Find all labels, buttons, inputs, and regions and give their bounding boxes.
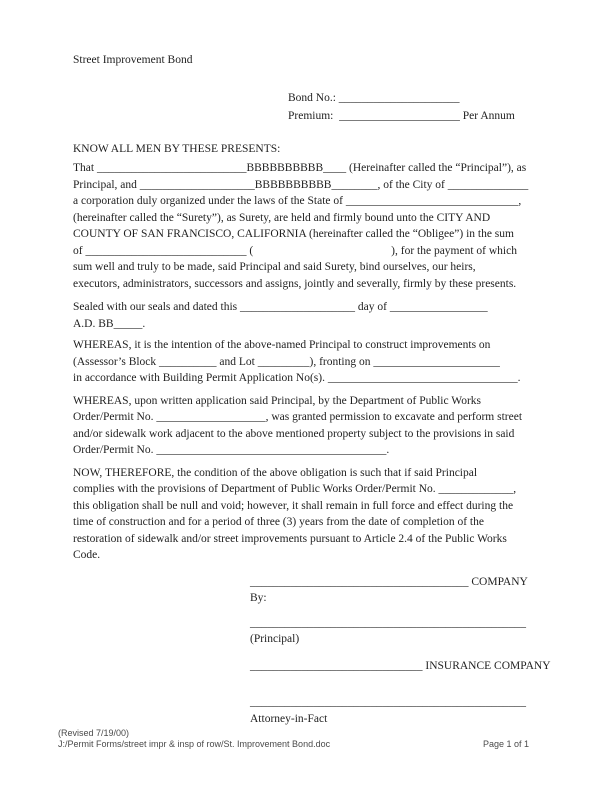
paragraph-presents xyxy=(73,160,545,292)
document-footer xyxy=(58,728,552,750)
text-line: Order/Permit No. ___________________, was granted permission to excavate and perform street xyxy=(73,411,523,423)
company-signature-row xyxy=(250,574,545,591)
text-line: COUNTY OF SAN FRANCISCO, CALIFORNIA (hereinafter called the “Obligee”) in the sum xyxy=(73,228,514,240)
document-content xyxy=(73,52,551,727)
text-line: NOW, THEREFORE, the condition of the above obligation is such that if said Principal xyxy=(73,466,478,479)
footer-file-path: J:/Permit Forms/street impr & insp of row/St. Improvement Bond.doc xyxy=(58,739,331,749)
text-line: complies with the provisions of Department of Public Works Order/Permit No. _____________, xyxy=(73,483,517,495)
principal-signature-line: ________________________________________________ xyxy=(250,616,526,629)
insurance-signature-line: ______________________________ xyxy=(250,659,423,672)
principal-label: (Principal) xyxy=(250,633,300,645)
attorney-in-fact-label: Attorney-in-Fact xyxy=(250,712,328,725)
header-fields xyxy=(288,89,545,125)
premium-label: Premium: xyxy=(288,109,340,122)
paragraph-now-therefore xyxy=(73,465,545,564)
document-heading: KNOW ALL MEN BY THESE PRESENTS: xyxy=(73,142,281,155)
bond-number-label: Bond No.: xyxy=(288,91,339,104)
paragraph-whereas-application xyxy=(73,393,545,459)
text-line: sum well and truly to be made, said Principal and said Surety, bind ourselves, our heirs, xyxy=(73,261,476,273)
attorney-signature-line: ________________________________________________ xyxy=(250,696,526,708)
text-line: WHEREAS, it is the intention of the above-named Principal to construct improvements on xyxy=(73,339,491,351)
text-line: restoration of sidewalk and/or street improvements pursuant to Article 2.4 of the Public Works xyxy=(73,532,507,545)
premium-suffix: Per Annum xyxy=(459,109,515,122)
signature-block xyxy=(250,574,551,728)
text-line: That __________________________BBBBBBBBBB____ (Hereinafter called the “Principal”), as xyxy=(73,162,527,174)
text-line: (hereinafter called the “Surety”), as Surety, are held and firmly bound unto the CITY AND xyxy=(73,211,491,224)
text-line: A.D. BB_____. xyxy=(73,317,146,330)
insurance-company-label: INSURANCE COMPANY xyxy=(422,659,551,672)
text-line: Order/Permit No. ________________________________________. xyxy=(73,444,390,456)
text-line: this obligation shall be null and void; however, it shall remain in full force and effect during the xyxy=(73,499,514,512)
paragraph-whereas-intention xyxy=(73,337,545,387)
text-line: executors, administrators, successors and assigns, jointly and severally, firmly by these presents. xyxy=(73,277,517,290)
text-line: (Assessor’s Block __________ and Lot _________), fronting on ______________________ xyxy=(73,355,500,368)
footer-revised-date: (Revised 7/19/00) xyxy=(58,728,130,738)
paragraph-sealed xyxy=(73,299,545,332)
by-label: By: xyxy=(250,592,267,604)
footer-page-number: Page 1 of 1 xyxy=(483,739,530,749)
text-line: and/or sidewalk work adjacent to the above mentioned property subject to the provisions in said xyxy=(73,427,515,440)
document-title: Street Improvement Bond xyxy=(73,54,193,66)
bond-number-row xyxy=(288,89,545,107)
premium-row xyxy=(288,107,545,125)
text-line: time of construction and for a period of three (3) years from the date of completion of the xyxy=(73,516,484,528)
text-line: Principal, and ____________________BBBBBBBBBB________, of the City of ______________ xyxy=(73,178,529,191)
premium-blank: _____________________ xyxy=(339,109,460,122)
company-label: COMPANY xyxy=(468,575,528,588)
text-line: Sealed with our seals and dated this ____________________ day of _________________ xyxy=(73,301,488,313)
text-line: a corporation duly organized under the laws of the State of ______________________________, xyxy=(73,195,522,207)
insurance-signature-row xyxy=(250,658,551,675)
text-line: WHEREAS, upon written application said Principal, by the Department of Public Works xyxy=(73,394,481,407)
text-line: of ____________________________ ( ), for the payment of which xyxy=(73,244,517,257)
company-signature-line: ______________________________________ xyxy=(250,575,469,588)
text-line: Code. xyxy=(73,549,101,561)
bond-number-blank: _____________________ xyxy=(338,91,460,104)
text-line: in accordance with Building Permit Application No(s). _________________________________. xyxy=(73,372,521,384)
